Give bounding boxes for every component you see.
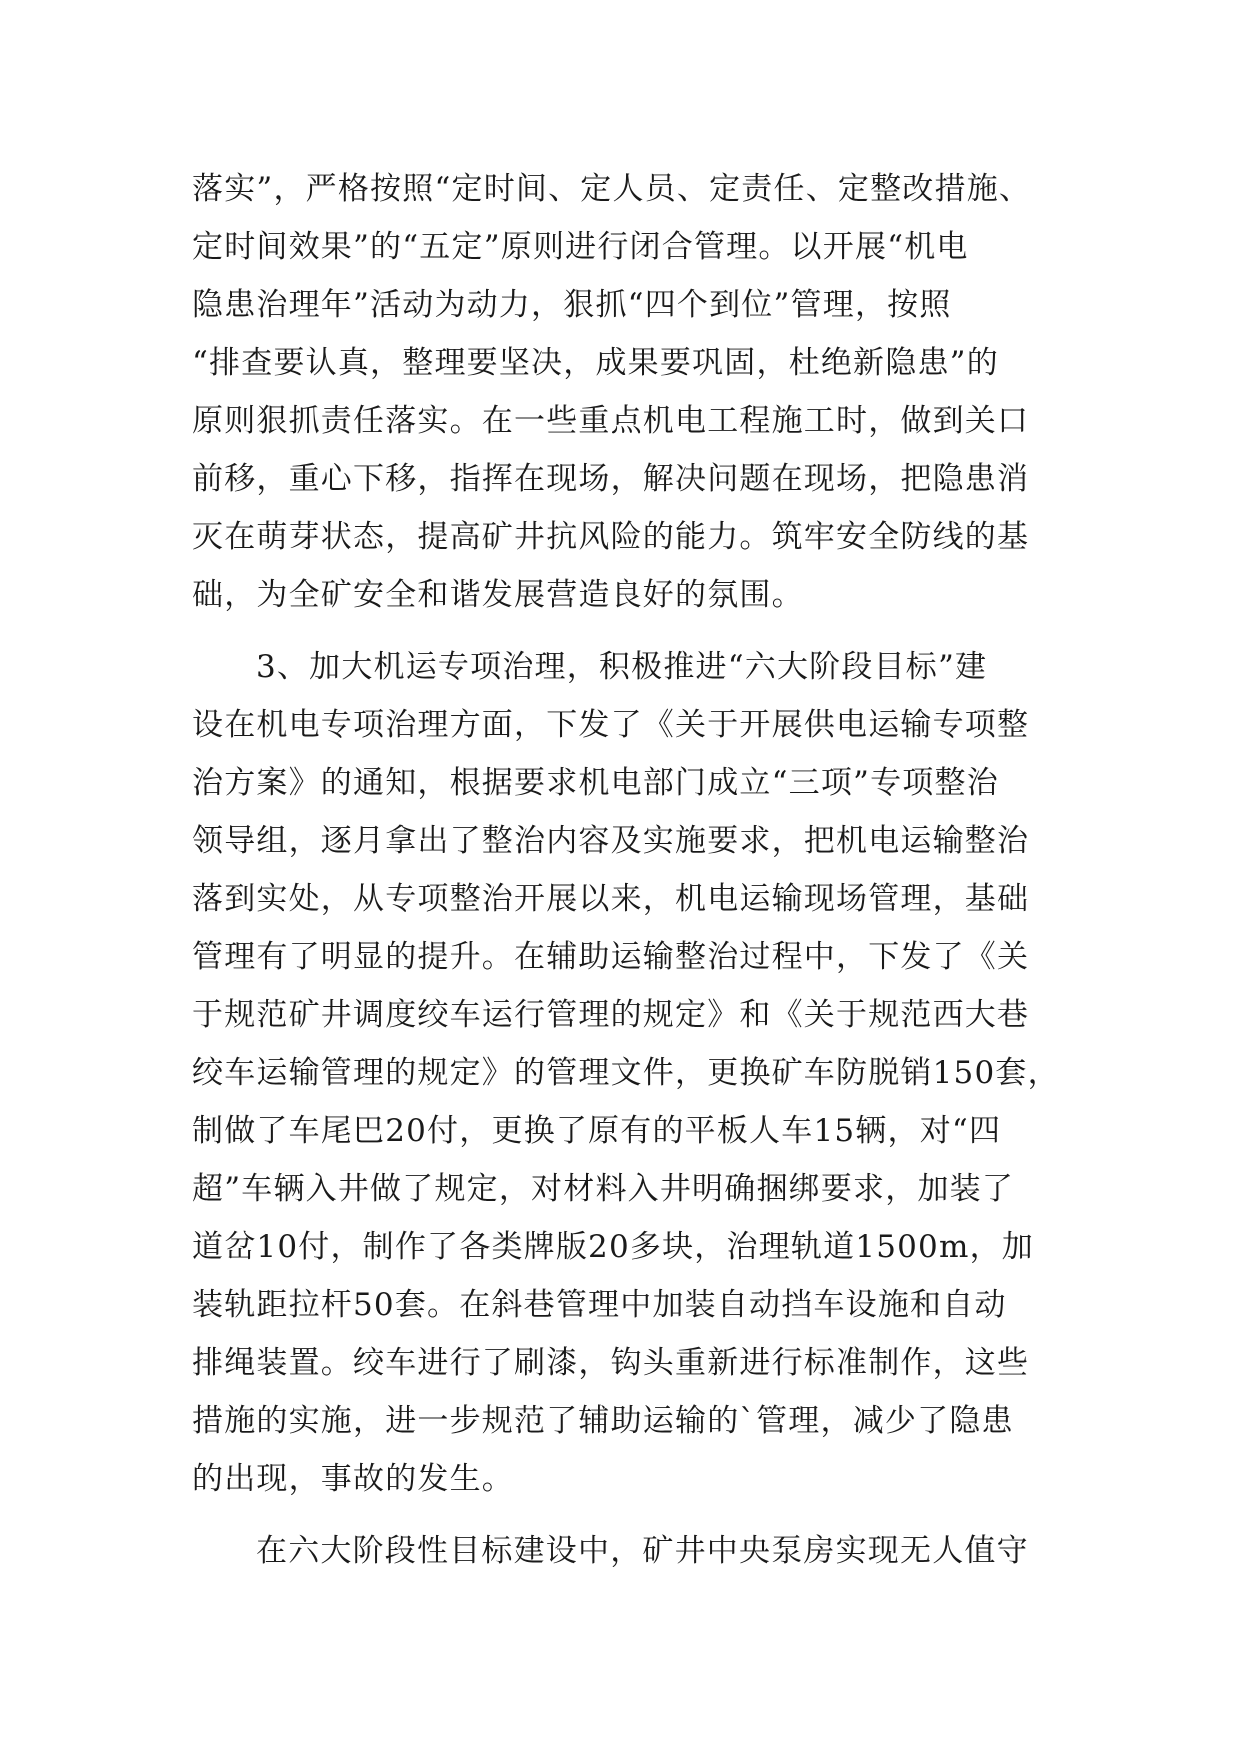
body-text: [192, 160, 1072, 1580]
text-line: 超”车辆入井做了规定，对材料入井明确捆绑要求，加装了: [192, 1171, 1015, 1207]
text-line: 绞车运输管理的规定》的管理文件，更换矿车防脱销150套，: [192, 1055, 1060, 1091]
text-line: 于规范矿井调度绞车运行管理的规定》和《关于规范西大巷: [192, 997, 1030, 1033]
text-line: 装轨距拉杆50套。在斜巷管理中加装自动挡车设施和自动: [192, 1287, 1007, 1323]
text-line: 落实”，严格按照“定时间、定人员、定责任、定整改措施、: [192, 171, 1032, 207]
text-line: 设在机电专项治理方面，下发了《关于开展供电运输专项整: [192, 707, 1030, 743]
text-line: 灭在萌芽状态，提高矿井抗风险的能力。筑牢安全防线的基: [192, 519, 1030, 555]
text-line: 制做了车尾巴20付，更换了原有的平板人车15辆，对“四: [192, 1113, 1002, 1149]
text-line: 治方案》的通知，根据要求机电部门成立“三项”专项整治: [192, 765, 999, 801]
text-line: 管理有了明显的提升。在辅助运输整治过程中，下发了《关: [192, 939, 1030, 975]
text-line: 础，为全矿安全和谐发展营造良好的氛围。: [192, 577, 804, 613]
text-line: 措施的实施，进一步规范了辅助运输的`管理，减少了隐患: [192, 1403, 1014, 1439]
paragraph-first-line: 3、加大机运专项治理，积极推进“六大阶段目标”建: [256, 649, 988, 685]
text-line: 隐患治理年”活动为动力，狠抓“四个到位”管理，按照: [192, 287, 952, 323]
text-line: 定时间效果”的“五定”原则进行闭合管理。以开展“机电: [192, 229, 969, 265]
text-line: 道岔10付，制作了各类牌版20多块，治理轨道1500m，加: [192, 1229, 1034, 1265]
text-line: “排查要认真，整理要坚决，成果要巩固，杜绝新隐患”的: [192, 345, 999, 381]
paragraph-first-line: 在六大阶段性目标建设中，矿井中央泵房实现无人值守: [256, 1533, 1029, 1569]
text-line: 原则狠抓责任落实。在一些重点机电工程施工时，做到关口: [192, 403, 1030, 439]
text-line: 排绳装置。绞车进行了刷漆，钩头重新进行标准制作，这些: [192, 1345, 1030, 1381]
text-line: 前移，重心下移，指挥在现场，解决问题在现场，把隐患消: [192, 461, 1030, 497]
text-line: 领导组，逐月拿出了整治内容及实施要求，把机电运输整治: [192, 823, 1030, 859]
text-line: 的出现，事故的发生。: [192, 1461, 514, 1497]
text-line: 落到实处，从专项整治开展以来，机电运输现场管理，基础: [192, 881, 1030, 917]
